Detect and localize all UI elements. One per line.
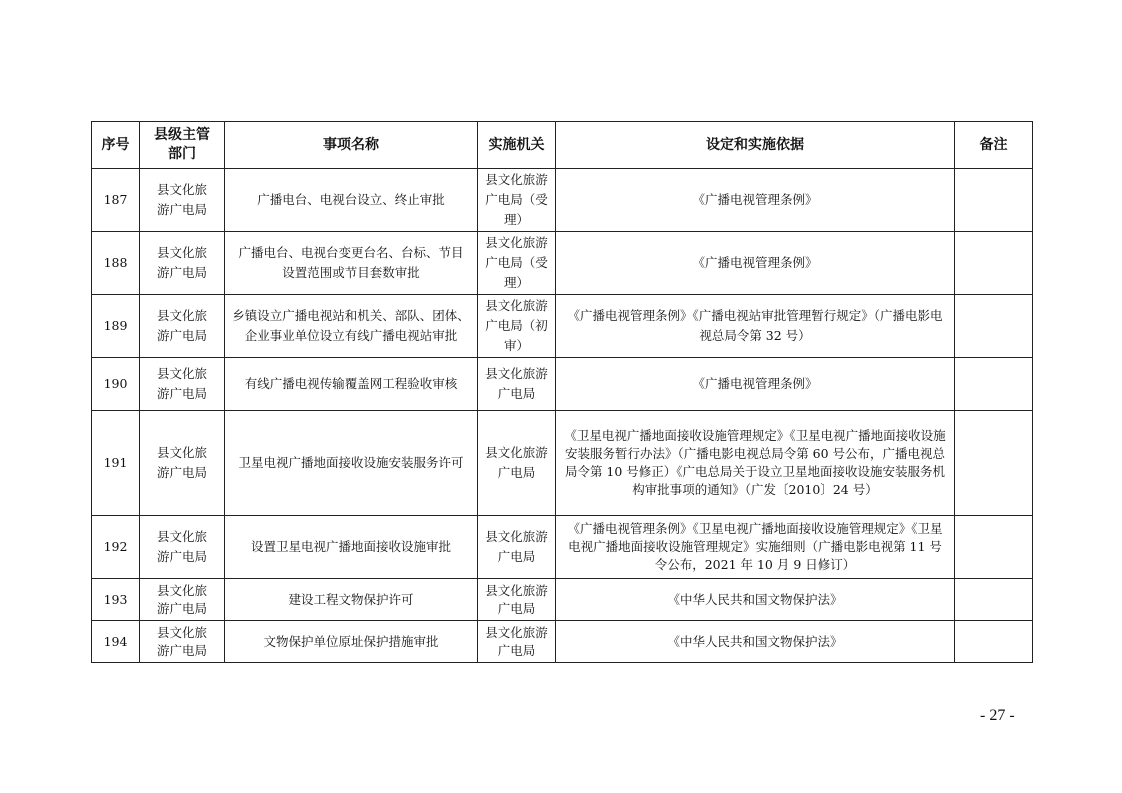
- header-agency: 实施机关: [478, 122, 556, 169]
- table-row: [92, 621, 1033, 663]
- row-agency: 县文化旅游广电局: [478, 579, 556, 621]
- table-row: [92, 232, 1033, 295]
- row-seq: 190: [92, 358, 140, 411]
- row-agency: 县文化旅游广电局: [478, 516, 556, 579]
- page-number: - 27 -: [980, 707, 1015, 724]
- row-item: 广播电台、电视台变更台名、台标、节目设置范围或节目套数审批: [225, 232, 478, 295]
- table-row: [92, 358, 1033, 411]
- row-seq: 193: [92, 579, 140, 621]
- table-row: [92, 516, 1033, 579]
- row-basis: 《广播电视管理条例》《广播电视站审批管理暂行规定》（广播电影电视总局令第 32 号）: [556, 295, 955, 358]
- row-remark: [955, 358, 1033, 411]
- table-row: [92, 579, 1033, 621]
- row-seq: 192: [92, 516, 140, 579]
- row-basis: 《中华人民共和国文物保护法》: [556, 621, 955, 663]
- row-item: 有线广播电视传输覆盖网工程验收审核: [225, 358, 478, 411]
- row-seq: 194: [92, 621, 140, 663]
- row-seq: 191: [92, 411, 140, 516]
- row-basis: 《广播电视管理条例》: [556, 358, 955, 411]
- row-dept: 县文化旅游广电局: [140, 516, 225, 579]
- row-remark: [955, 516, 1033, 579]
- approval-items-table: [91, 121, 1033, 663]
- table-header-row: [92, 122, 1033, 169]
- row-basis: 《中华人民共和国文物保护法》: [556, 579, 955, 621]
- row-dept: 县文化旅游广电局: [140, 358, 225, 411]
- table-row: [92, 411, 1033, 516]
- row-agency: 县文化旅游广电局（初审）: [478, 295, 556, 358]
- header-basis: 设定和实施依据: [556, 122, 955, 169]
- row-item: 广播电台、电视台设立、终止审批: [225, 169, 478, 232]
- header-item: 事项名称: [225, 122, 478, 169]
- row-dept: 县文化旅游广电局: [140, 579, 225, 621]
- row-item: 建设工程文物保护许可: [225, 579, 478, 621]
- row-agency: 县文化旅游广电局: [478, 621, 556, 663]
- row-basis: 《广播电视管理条例》: [556, 169, 955, 232]
- row-remark: [955, 621, 1033, 663]
- row-agency: 县文化旅游广电局: [478, 358, 556, 411]
- table-row: [92, 169, 1033, 232]
- table-row: [92, 295, 1033, 358]
- row-dept: 县文化旅游广电局: [140, 411, 225, 516]
- row-item: 文物保护单位原址保护措施审批: [225, 621, 478, 663]
- row-agency: 县文化旅游广电局（受理）: [478, 169, 556, 232]
- header-dept: 县级主管部门: [140, 122, 225, 169]
- row-agency: 县文化旅游广电局: [478, 411, 556, 516]
- row-item: 卫星电视广播地面接收设施安装服务许可: [225, 411, 478, 516]
- row-dept: 县文化旅游广电局: [140, 169, 225, 232]
- row-basis: 《广播电视管理条例》《卫星电视广播地面接收设施管理规定》《卫星电视广播地面接收设施管理规定》实施细则（广播电影电视第 11 号令公布，2021 年 10 月 9 日修订）: [556, 516, 955, 579]
- header-remark: 备注: [955, 122, 1033, 169]
- row-item: 设置卫星电视广播地面接收设施审批: [225, 516, 478, 579]
- row-seq: 189: [92, 295, 140, 358]
- row-agency: 县文化旅游广电局（受理）: [478, 232, 556, 295]
- row-dept: 县文化旅游广电局: [140, 621, 225, 663]
- row-basis: 《卫星电视广播地面接收设施管理规定》《卫星电视广播地面接收设施安装服务暂行办法》（广播电影电视总局令第 60 号公布，广播电视总局令第 10 号修正）《广电总局关于设立卫星地面接收设施安装服务机构审批事项的通知》（广发〔2010〕24 号）: [556, 411, 955, 516]
- row-remark: [955, 411, 1033, 516]
- row-remark: [955, 295, 1033, 358]
- row-dept: 县文化旅游广电局: [140, 232, 225, 295]
- row-basis: 《广播电视管理条例》: [556, 232, 955, 295]
- row-remark: [955, 169, 1033, 232]
- row-seq: 187: [92, 169, 140, 232]
- row-dept: 县文化旅游广电局: [140, 295, 225, 358]
- row-remark: [955, 232, 1033, 295]
- row-item: 乡镇设立广播电视站和机关、部队、团体、企业事业单位设立有线广播电视站审批: [225, 295, 478, 358]
- row-seq: 188: [92, 232, 140, 295]
- header-seq: 序号: [92, 122, 140, 169]
- row-remark: [955, 579, 1033, 621]
